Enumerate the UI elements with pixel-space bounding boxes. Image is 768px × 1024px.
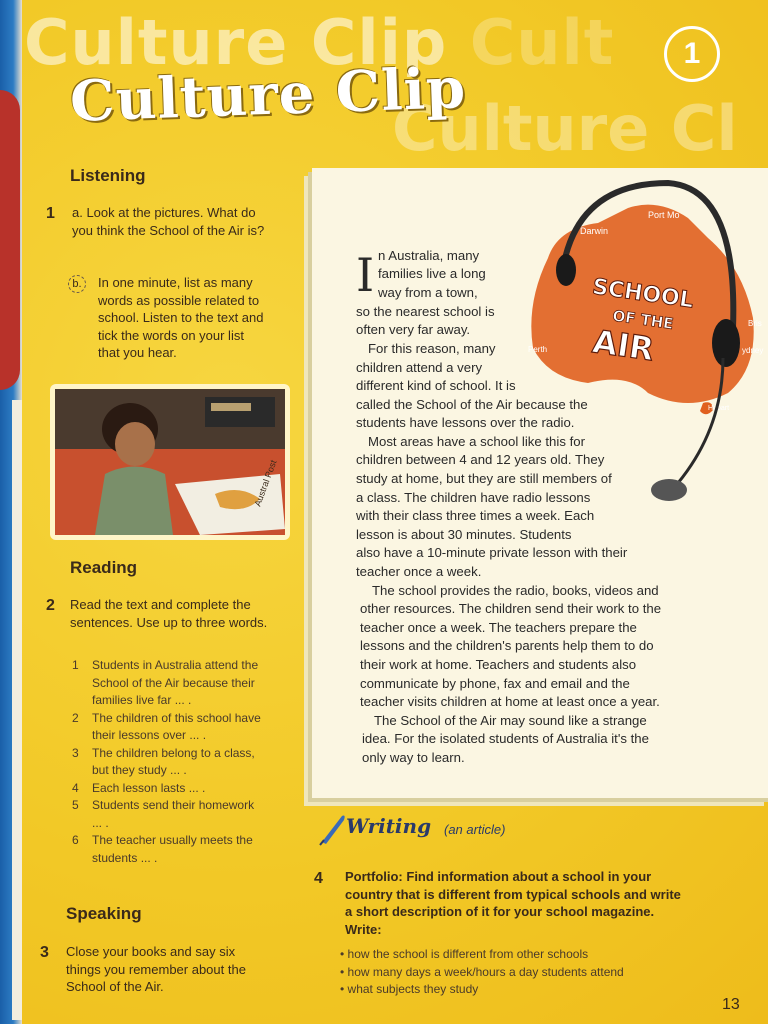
logo-line-air: AIR bbox=[590, 322, 657, 369]
exercise-3-instruction: Close your books and say six things you remember about the School of the Air. bbox=[66, 944, 246, 994]
article-line-1: n Australia, many bbox=[378, 248, 480, 263]
unit-number-badge: 1 bbox=[664, 26, 720, 82]
article-line-14: a class. The children have radio lessons bbox=[356, 490, 591, 505]
exercise-1-number: 1 bbox=[46, 205, 55, 222]
article-line-19: The school provides the radio, books, videos and bbox=[372, 583, 659, 598]
quill-pen-icon bbox=[318, 812, 348, 846]
article-line-20: other resources. The children send their work to the bbox=[360, 601, 662, 616]
portfolio-instruction: Find information about a school in your country that is different from typical schools and write a short description of it for your school magazine. Write: bbox=[345, 869, 681, 937]
exercise-1a-text: a. Look at the pictures. What do you think the School of the Air is? bbox=[72, 205, 265, 238]
article-line-28: only way to learn. bbox=[362, 750, 465, 765]
headset-left-ear-icon bbox=[556, 254, 576, 286]
article-line-15: with their class three times a week. Each bbox=[356, 508, 595, 523]
article-line-18: teacher once a week. bbox=[356, 564, 482, 579]
exercise-1b-text: In one minute, list as many words as possible related to school. Listen to the text and tick the words on your list that you hear. bbox=[98, 275, 264, 360]
page-title: Culture Clip bbox=[68, 55, 468, 135]
exercise-2-instruction: Read the text and complete the sentences. Use up to three words. bbox=[70, 597, 268, 630]
logo-line-of-the: OF THE bbox=[611, 306, 675, 333]
watermark-text: Culture Clip bbox=[24, 6, 448, 79]
reading-heading: Reading bbox=[70, 558, 138, 577]
list-item: 4 Each lesson lasts ... . bbox=[72, 780, 206, 795]
list-item: • what subjects they study bbox=[340, 982, 479, 996]
speaking-heading: Speaking bbox=[66, 904, 142, 923]
map-label-hobart: Hobart bbox=[708, 405, 730, 412]
article-line-27: idea. For the isolated students of Australia it's the bbox=[362, 731, 649, 746]
headset-right-ear-icon bbox=[712, 319, 740, 367]
article-line-7: children attend a very bbox=[356, 360, 483, 375]
watermark-faint-text: Cult bbox=[469, 6, 615, 79]
list-item: • how the school is different from other schools bbox=[340, 947, 589, 961]
map-label-brisbane: Bris bbox=[748, 319, 762, 328]
photo-boy-radio bbox=[50, 384, 290, 540]
article-line-3: way from a town, bbox=[378, 285, 478, 300]
map-label-perth: Perth bbox=[528, 345, 548, 354]
writing-heading: Writing bbox=[346, 814, 432, 838]
article-line-6: For this reason, many bbox=[368, 341, 496, 356]
exercise-4-number: 4 bbox=[314, 870, 323, 887]
article-line-24: communicate by phone, fax and email and the bbox=[360, 676, 630, 691]
list-item: 1 Students in Australia attend the School of the Air because their families live far ... . bbox=[72, 658, 259, 707]
list-item: • how many days a week/hours a day students attend bbox=[340, 964, 624, 979]
article-line-26: The School of the Air may sound like a strange bbox=[374, 713, 647, 728]
exercise-3-number: 3 bbox=[40, 944, 49, 961]
article-line-23: their work at home. Teachers and students also bbox=[360, 657, 637, 672]
article-line-13: study at home, but they are still members of bbox=[356, 471, 612, 486]
listening-heading: Listening bbox=[70, 166, 146, 185]
article-line-22: lessons and the children's parents help them to do bbox=[360, 638, 654, 653]
photo-map-caption: Austral Post bbox=[252, 458, 279, 508]
portfolio-label: Portfolio: bbox=[345, 869, 403, 884]
microphone-icon bbox=[651, 479, 687, 501]
article-line-9: called the School of the Air because the bbox=[356, 397, 588, 412]
exercise-2-number: 2 bbox=[46, 597, 55, 614]
exercise-4-instruction bbox=[345, 868, 685, 938]
article-drop-cap: I bbox=[356, 248, 375, 302]
photo-image bbox=[55, 389, 285, 535]
map-label-port-moresby: Port Mo bbox=[648, 210, 680, 220]
list-item: 2 The children of this school have their lessons over ... . bbox=[72, 710, 261, 742]
previous-page-image bbox=[0, 90, 20, 390]
list-item: 6 The teacher usually meets the students ... . bbox=[72, 833, 253, 865]
reading-questions-list bbox=[72, 657, 267, 867]
article-line-10: students have lessons over the radio. bbox=[356, 415, 575, 430]
header-watermark-second: Culture Cl bbox=[392, 92, 738, 165]
writing-bullet-list bbox=[340, 946, 624, 999]
list-item: 5 Students send their homework ... . bbox=[72, 798, 255, 830]
article-line-17: also have a 10-minute private lesson with their bbox=[356, 545, 628, 560]
exercise-1b-label bbox=[68, 274, 86, 293]
article-line-21: teacher once a week. The teachers prepare the bbox=[360, 620, 637, 635]
article-line-5: often very far away. bbox=[356, 322, 471, 337]
article-line-11: Most areas have a school like this for bbox=[368, 434, 585, 449]
list-item: 3 The children belong to a class, but they study ... . bbox=[72, 745, 255, 777]
article-line-16: lesson is about 30 minutes. Students bbox=[356, 527, 572, 542]
page-number: 13 bbox=[722, 996, 740, 1013]
previous-page-strip bbox=[12, 400, 22, 1020]
part-b-circle: b. bbox=[68, 275, 86, 293]
map-label-darwin: Darwin bbox=[580, 226, 609, 236]
article-line-2: families live a long bbox=[378, 266, 486, 281]
article-line-8: different kind of school. It is bbox=[356, 378, 516, 393]
map-label-sydney: ydney bbox=[742, 346, 764, 355]
logo-line-school: SCHOOL bbox=[590, 274, 696, 314]
article-line-12: children between 4 and 12 years old. They bbox=[356, 452, 605, 467]
article-line-4: so the nearest school is bbox=[356, 304, 495, 319]
photo-illustration bbox=[55, 389, 285, 535]
previous-page-edge bbox=[0, 0, 22, 1024]
article-line-25: teacher visits children at home at least once a year. bbox=[360, 694, 660, 709]
writing-subheading: (an article) bbox=[444, 822, 506, 837]
